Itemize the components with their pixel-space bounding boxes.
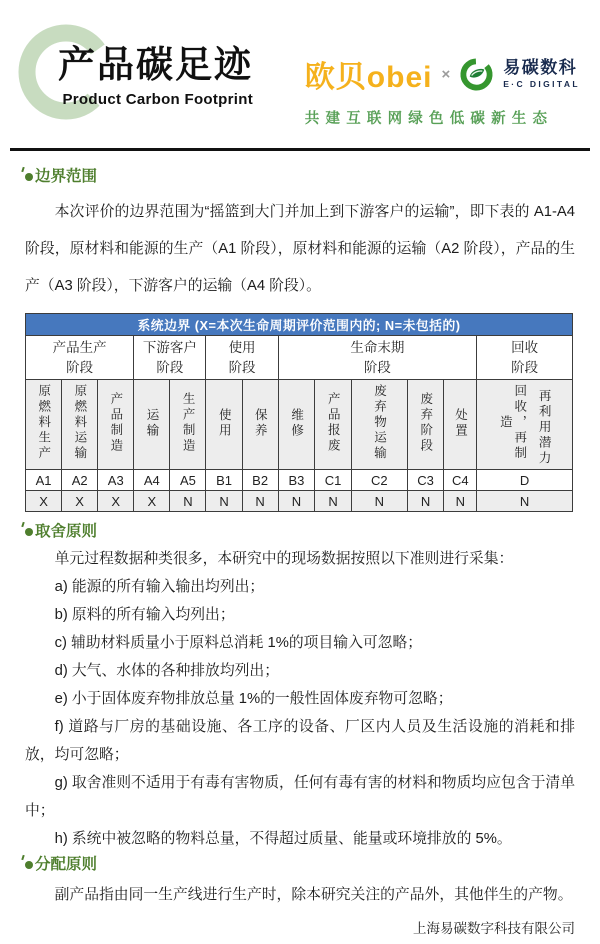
stage-mark: X xyxy=(62,491,98,512)
group-label: 生命末期 xyxy=(350,339,405,355)
group-label: 下游客户 xyxy=(142,339,197,355)
section-heading-label: 分配原则 xyxy=(35,856,98,873)
title-block xyxy=(58,40,253,108)
stage-label: 回收，再制造 xyxy=(498,384,527,462)
stage-label-cell xyxy=(206,380,242,470)
stage-mark: N xyxy=(444,491,477,512)
stage-code: C2 xyxy=(351,470,407,491)
stage-mark: X xyxy=(98,491,134,512)
stage-label: 保养 xyxy=(253,407,268,439)
cutoff-intro: 单元过程数据种类很多，本研究中的现场数据按照以下准则进行采集： xyxy=(54,551,514,567)
group-label: 产品生产 xyxy=(52,339,107,355)
section-bullet-icon xyxy=(25,528,33,536)
stage-mark: N xyxy=(351,491,407,512)
brand-block xyxy=(305,52,580,128)
section-heading-label: 取舍原则 xyxy=(35,523,98,540)
group-product-production xyxy=(26,336,134,380)
stage-label-cell xyxy=(315,380,352,470)
cutoff-item-f: f) 道路与厂房的基础设施、各工序的设备、厂区内人员及生活设施的消耗和排放，均可忽略； xyxy=(25,719,575,763)
ec-brand-subname: E·C DIGITAL xyxy=(503,78,580,89)
stage-mark: X xyxy=(134,491,170,512)
cutoff-item-a: a) 能源的所有输入输出均列出； xyxy=(54,579,265,595)
group-label: 使用 xyxy=(228,339,256,355)
stage-label-cell xyxy=(98,380,134,470)
group-end-of-life xyxy=(278,336,477,380)
stage-code: B1 xyxy=(206,470,242,491)
brand-row xyxy=(305,52,580,96)
cutoff-item-b: b) 原料的所有输入均列出； xyxy=(54,607,235,623)
stage-code: B2 xyxy=(242,470,278,491)
main-content xyxy=(0,167,600,937)
stage-label: 再利用潜力 xyxy=(537,388,552,466)
stage-code: D xyxy=(477,470,573,491)
stage-label: 原燃料运输 xyxy=(72,384,87,462)
cutoff-item-g: g) 取舍准则不适用于有毒有害物质，任何有毒有害的材料和物质均应包含于清单中； xyxy=(25,775,575,819)
section-heading-label: 边界范围 xyxy=(35,168,98,185)
group-label: 阶段 xyxy=(156,359,184,375)
stage-label: 生产制造 xyxy=(181,392,196,454)
stage-code: A3 xyxy=(98,470,134,491)
stage-code: C4 xyxy=(444,470,477,491)
allocation-paragraph: 副产品指由同一生产线进行生产时，除本研究关注的产品外，其他伴生的产物。 xyxy=(54,887,573,903)
cutoff-item-c: c) 辅助材料质量小于原料总消耗 1%的项目输入可忽略； xyxy=(54,635,423,651)
company-name: 上海易碳数字科技有限公司 xyxy=(413,921,575,936)
group-downstream-customer xyxy=(134,336,206,380)
stage-mark: N xyxy=(477,491,573,512)
section-bullet-icon xyxy=(25,173,33,181)
stage-label-cell xyxy=(62,380,98,470)
stage-code: C3 xyxy=(407,470,444,491)
stage-label: 运输 xyxy=(145,407,160,439)
ec-brand-name: 易碳数科 xyxy=(503,57,578,77)
header-divider xyxy=(10,148,590,151)
stage-mark: N xyxy=(407,491,444,512)
system-boundary-table xyxy=(25,313,573,512)
group-use xyxy=(206,336,278,380)
section-heading-cutoff xyxy=(25,522,575,541)
stage-label: 维修 xyxy=(289,407,304,439)
group-label: 阶段 xyxy=(228,359,256,375)
stage-mark: N xyxy=(315,491,352,512)
cutoff-item-d: d) 大气、水体的各种排放均列出； xyxy=(54,663,280,679)
stage-label-cell xyxy=(278,380,315,470)
stage-label-cell xyxy=(26,380,62,470)
page-subtitle: Product Carbon Footprint xyxy=(62,90,253,108)
section-heading-boundary xyxy=(25,167,575,186)
group-label: 阶段 xyxy=(66,359,94,375)
stage-code: B3 xyxy=(278,470,315,491)
stage-code: C1 xyxy=(315,470,352,491)
stage-label-cell xyxy=(242,380,278,470)
group-label: 回收 xyxy=(511,339,539,355)
stage-mark: N xyxy=(170,491,206,512)
table-title: 系统边界 (X=本次生命周期评价范围内的; N=未包括的) xyxy=(26,314,573,336)
ec-brand-text xyxy=(503,59,580,89)
group-label: 阶段 xyxy=(511,359,539,375)
cutoff-item-h: h) 系统中被忽略的物料总量，不得超过质量、能量或环境排放的 5%。 xyxy=(54,831,512,847)
stage-code: A4 xyxy=(134,470,170,491)
stage-label-cell xyxy=(351,380,407,470)
page-title: 产品碳足迹 xyxy=(58,44,253,85)
stage-label: 废弃物运输 xyxy=(372,384,387,462)
stage-label: 使用 xyxy=(217,407,232,439)
group-label: 阶段 xyxy=(363,359,391,375)
obei-wordmark: 欧贝obei xyxy=(304,61,433,94)
stage-label-cell-d xyxy=(477,380,573,470)
stage-label-cell xyxy=(407,380,444,470)
stage-label-cell xyxy=(134,380,170,470)
stage-code: A5 xyxy=(170,470,206,491)
page-header xyxy=(0,0,600,148)
stage-mark: N xyxy=(278,491,315,512)
cutoff-item-e: e) 小于固体废弃物排放总量 1%的一般性固体废弃物可忽略； xyxy=(54,691,453,707)
stage-mark: N xyxy=(206,491,242,512)
stage-label: 原燃料生产 xyxy=(36,384,51,462)
stage-mark: X xyxy=(26,491,62,512)
brand-tagline: 共建互联网绿色低碳新生态 xyxy=(304,111,554,127)
stage-label-cell xyxy=(444,380,477,470)
stage-label: 处置 xyxy=(453,407,468,439)
boundary-paragraph: 本次评价的边界范围为“摇篮到大门并加上到下游客户的运输”，即下表的 A1-A4 阶段，原材料和能源的生产（A1 阶段），原材料和能源的运输（A2 阶段），产品的生产（A3 阶段），下游客户的运输（A4 阶段）。 xyxy=(25,204,575,294)
stage-mark: N xyxy=(242,491,278,512)
stage-code: A1 xyxy=(26,470,62,491)
stage-code: A2 xyxy=(62,470,98,491)
section-bullet-icon xyxy=(25,861,33,869)
stage-label-cell xyxy=(170,380,206,470)
stage-label: 废弃阶段 xyxy=(418,392,433,454)
stage-label: 产品制造 xyxy=(108,392,123,454)
group-recycling xyxy=(477,336,573,380)
ec-digital-logo-icon xyxy=(459,57,494,92)
collab-x-icon: × xyxy=(441,65,451,83)
section-heading-allocation xyxy=(25,855,575,874)
stage-label: 产品报废 xyxy=(326,392,341,454)
